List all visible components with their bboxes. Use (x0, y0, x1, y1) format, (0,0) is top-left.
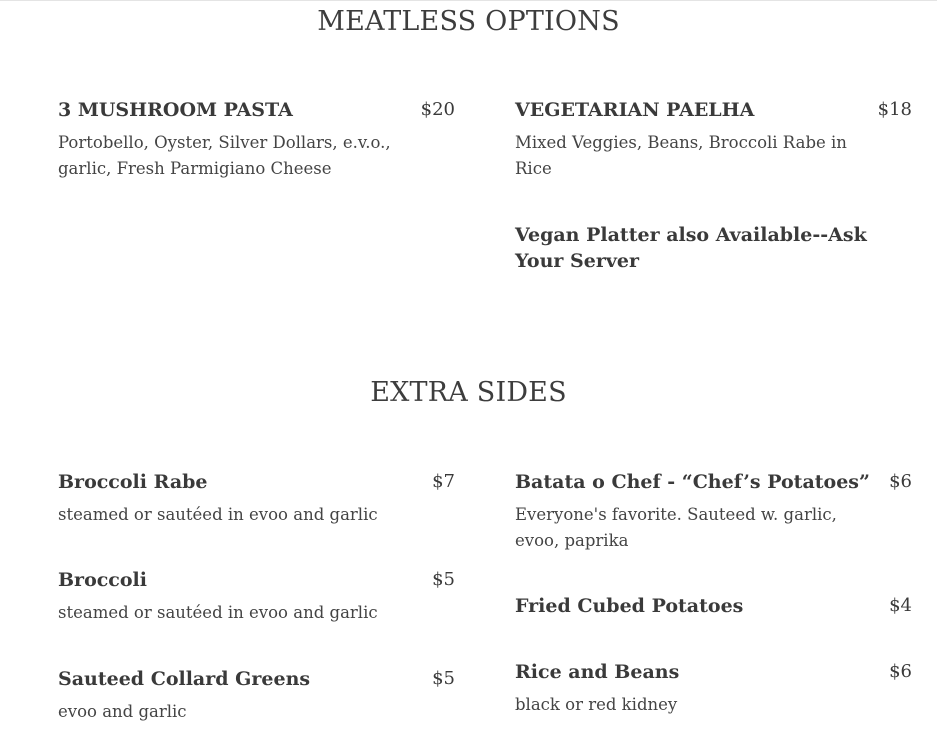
item-description: Everyone's favorite. Sauteed w. garlic, evoo, paprika (515, 505, 837, 550)
item-price: $6 (889, 661, 912, 682)
item-name: Sauteed Collard Greens (58, 668, 311, 690)
item-name: VEGETARIAN PAELHA (515, 99, 755, 121)
menu-item-rice-and-beans (515, 659, 912, 719)
menu-item-sauteed-collard-greens (58, 666, 455, 726)
menu-item-batata-o-chef (515, 469, 912, 555)
menu-item-vegetarian-paelha (515, 97, 912, 187)
item-name: Rice and Beans (515, 661, 680, 683)
item-description: Mixed Veggies, Beans, Broccoli Rabe in Rice (515, 133, 847, 178)
item-price: $18 (877, 99, 912, 120)
menu-item-fried-cubed-potatoes (515, 593, 912, 623)
item-description: evoo and garlic (58, 702, 187, 721)
item-description: Portobello, Oyster, Silver Dollars, e.v.o., garlic, Fresh Parmigiano Cheese (58, 133, 391, 178)
item-description: black or red kidney (515, 695, 678, 714)
item-price: $20 (420, 99, 455, 120)
item-price: $4 (889, 595, 912, 616)
item-name: Vegan Platter also Available--Ask Your Server (515, 224, 867, 272)
item-description: steamed or sautéed in evoo and garlic (58, 505, 378, 524)
item-price: $5 (432, 569, 455, 590)
section-title-meatless-options: MEATLESS OPTIONS (317, 6, 620, 37)
item-price: $5 (432, 668, 455, 689)
menu-item-vegan-platter-note (515, 222, 912, 282)
item-description: steamed or sautéed in evoo and garlic (58, 603, 378, 622)
menu-item-broccoli (58, 567, 455, 627)
section-title-extra-sides: EXTRA SIDES (370, 377, 567, 408)
menu-item-broccoli-rabe (58, 469, 455, 529)
item-name: Batata o Chef - “Chef’s Potatoes” (515, 471, 870, 493)
item-price: $7 (432, 471, 455, 492)
menu-item-mushroom-pasta (58, 97, 455, 187)
item-name: Fried Cubed Potatoes (515, 595, 744, 617)
item-price: $6 (889, 471, 912, 492)
item-name: Broccoli (58, 569, 147, 591)
top-divider (0, 0, 937, 1)
item-name: Broccoli Rabe (58, 471, 208, 493)
item-name: 3 MUSHROOM PASTA (58, 99, 293, 121)
